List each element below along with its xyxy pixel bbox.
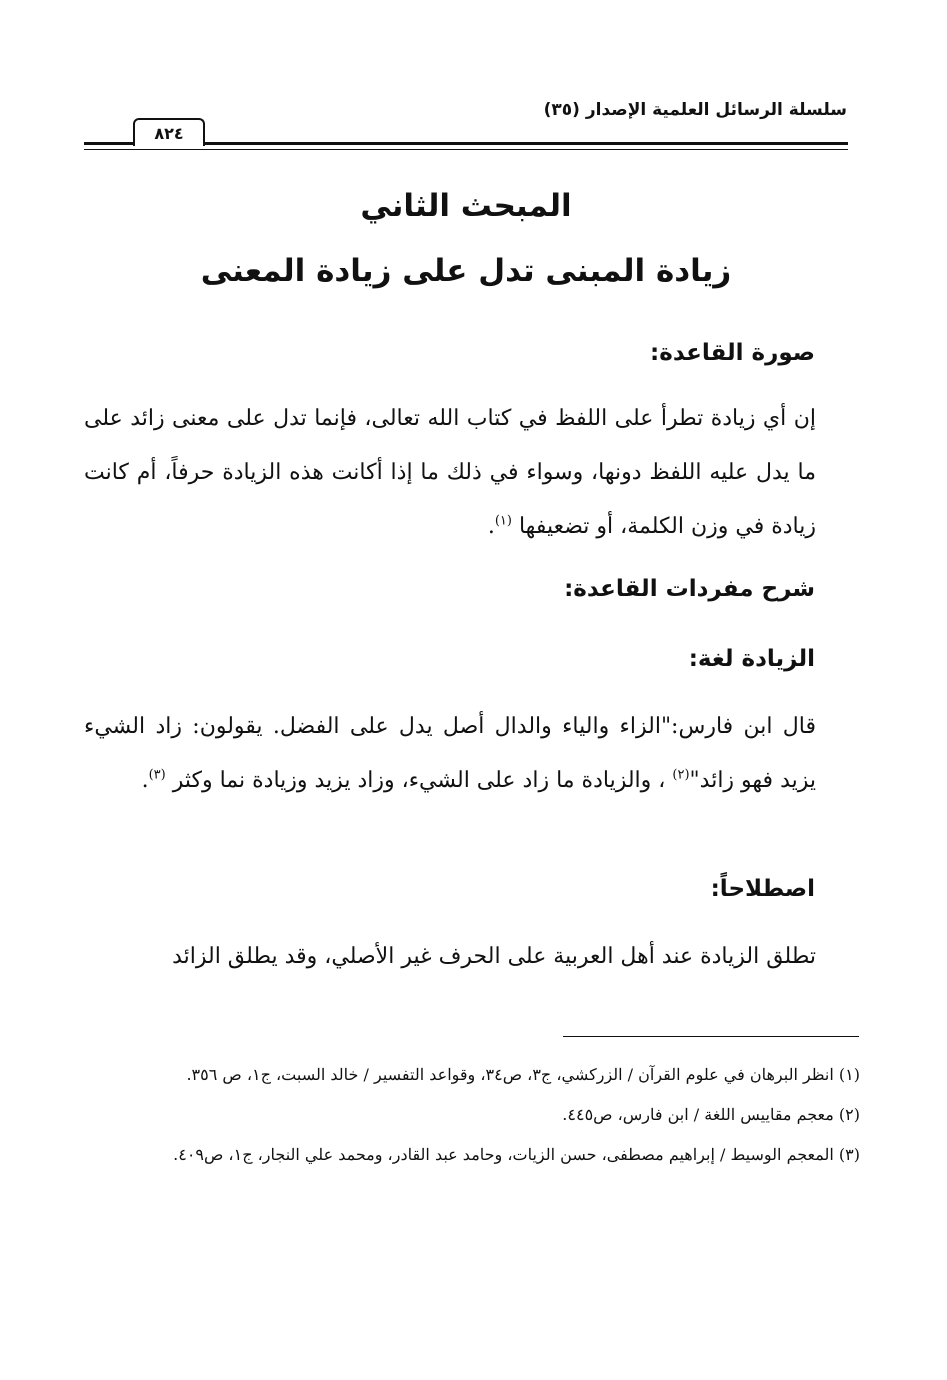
footnote-ref-1[interactable]: (١) xyxy=(494,513,512,529)
page-number: ٨٢٤ xyxy=(133,118,205,146)
footnotes xyxy=(84,1058,860,1172)
heading-terminology: اصطلاحاً: xyxy=(710,876,815,902)
series-title: سلسلة الرسائل العلمية الإصدار (٣٥) xyxy=(543,100,847,120)
paragraph-text: إن أي زيادة تطرأ على اللفظ في كتاب الله تعالى، فإنما تدل على معنى زائد على ما يدل عليه اللفظ دونها، وسواء في ذلك ما إذا أكانت هذه الزيادة حرفاً، أم كانت زيادة في وزن الكلمة، أو تضعيفها xyxy=(84,406,816,539)
section-subtitle: زيادة المبنى تدل على زيادة المعنى xyxy=(200,253,732,289)
paragraph-text: ، والزيادة ما زاد على الشيء، وزاد يزيد وزيادة نما وكثر xyxy=(172,768,666,793)
paragraph-rule-form xyxy=(84,392,816,554)
footnote-ref-3[interactable]: (٣) xyxy=(148,767,166,783)
header-rule-thin xyxy=(84,149,848,150)
footnote-3: (٣) المعجم الوسيط / إبراهيم مصطفى، حسن الزيات، وحامد عبد القادر، ومحمد علي النجار، ج١، ص٤٠٩. xyxy=(173,1145,860,1164)
footnote-1: (١) انظر البرهان في علوم القرآن / الزركشي، ج٣، ص٣٤، وقواعد التفسير / خالد السبت، ج١، ص ٣٥٦. xyxy=(186,1065,860,1084)
heading-vocabulary: شرح مفردات القاعدة: xyxy=(564,576,815,602)
paragraph-text: تطلق الزيادة عند أهل العربية على الحرف غير الأصلي، وقد يطلق الزائد xyxy=(172,944,816,969)
paragraph-linguistic xyxy=(84,700,816,808)
paragraph-terminology xyxy=(84,930,816,984)
heading-rule-form: صورة القاعدة: xyxy=(650,340,815,366)
heading-linguistic: الزيادة لغة: xyxy=(688,646,815,672)
paragraph-text: قال ابن فارس:"الزاء والياء والدال أصل يدل على الفضل. يقولون: زاد الشيء يزيد فهو زائد" xyxy=(84,714,816,793)
paragraph-end: . xyxy=(487,514,495,539)
footnote-rule xyxy=(563,1036,859,1037)
paragraph-end: . xyxy=(141,768,149,793)
footnote-2: (٢) معجم مقاييس اللغة / ابن فارس، ص٤٤٥. xyxy=(562,1105,860,1124)
section-title: المبحث الثاني xyxy=(360,188,572,224)
footnote-ref-2[interactable]: (٢) xyxy=(672,767,690,783)
